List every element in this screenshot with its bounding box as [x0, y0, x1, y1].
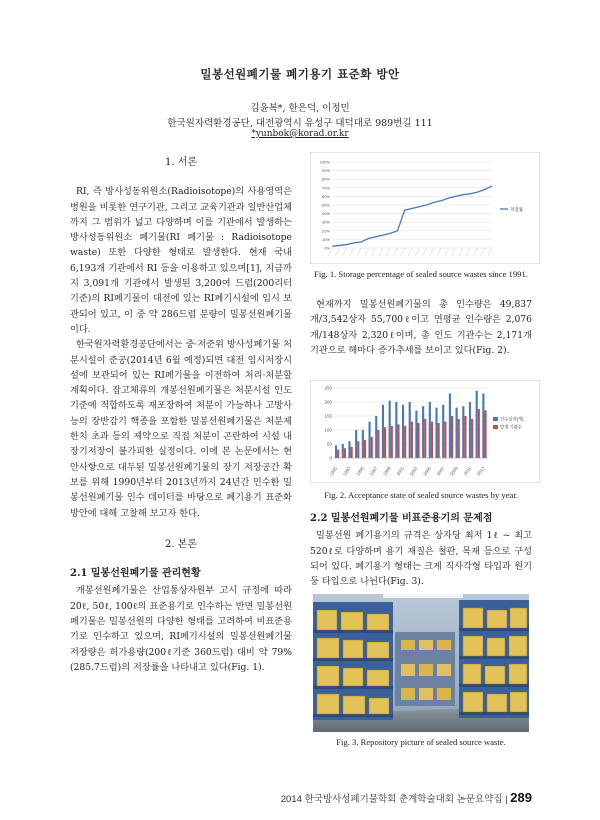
figure-2-x-tick: 1993 — [341, 465, 352, 477]
figure-1-caption: Fig. 1. Storage percentage of sealed source wastes since 1991. — [314, 269, 528, 279]
figure-1-y-tick: 70% — [321, 185, 330, 191]
email-link[interactable]: *yunbok@korad.or.kr — [251, 129, 349, 139]
figure-2-bar — [429, 402, 431, 458]
figure-2-legend-swatch — [493, 417, 498, 421]
figure-2-bar — [449, 394, 451, 458]
figure-2-bar — [471, 419, 473, 458]
figure-2-bar — [362, 430, 364, 458]
figure-2-bar — [411, 422, 413, 458]
figure-2-bar — [342, 444, 344, 458]
section-1-title: 1. 서론 — [164, 157, 198, 168]
figure-2-bar — [438, 423, 440, 458]
figure-2-bar-chart — [310, 380, 540, 483]
figure-2-bar — [469, 402, 471, 458]
figure-2-x-tick: 2007 — [435, 465, 446, 477]
figure-2-bar — [456, 408, 458, 458]
figure-1-y-tick: 30% — [321, 219, 330, 225]
figure-2-bar — [458, 419, 460, 458]
figure-2-bar — [397, 424, 399, 458]
figure-2-bar — [417, 423, 419, 458]
section-2-1-title: 2.1 밀봉선원폐기물 관리현황 — [70, 568, 201, 580]
page-footer — [281, 790, 532, 805]
figure-2-x-tick: 2009 — [449, 465, 459, 477]
body-paragraph-5: 밀봉선원 폐기용기의 규격은 상자당 최저 1ℓ ~ 최고 520ℓ로 다양하며 용기 재질은 철판, 목재 등으로 구성되어 있다. 폐기용기 형태는 크게 직사각형 타입과 원기둥 타입으로 나뉜다(Fig. 3). — [310, 530, 532, 588]
figure-2-legend-swatch — [493, 425, 498, 429]
figure-2-bar — [375, 416, 377, 458]
figure-1-y-tick: 40% — [321, 211, 330, 217]
affiliation: 한국원자력환경공단, 대전광역시 유성구 대덕대로 989번길 111 — [167, 118, 433, 129]
figure-1-legend-label: 저장률 — [510, 207, 524, 212]
figure-2-bar — [395, 402, 397, 458]
figure-2-bar — [451, 416, 453, 458]
body-paragraph-4: 현재까지 밀봉선원폐기물의 총 인수량은 49,837개/3,542상자 55,700ℓ이고 연평균 인수량은 2,076개/148상자 2,320ℓ이며, 총 인도 기관수는 2,171개 기관으로 해마다 증가추세를 보이고 있다(Fig. 2). — [310, 299, 532, 356]
body-paragraph-3: 개봉선원폐기물은 산업통상자원부 고시 규정에 따라 20ℓ, 50ℓ, 100ℓ의 표준용기로 인수하는 반면 밀봉선원폐기물은 밀봉선원의 다양한 형태를 고려하여 비표준용기로 인수하고 있으며, RI폐기시설의 밀봉선원폐기물 저장량은 허가용량(200ℓ기준 360드럼) 대비 약 79%(285.7드럼)의 저장률을 나타내고 있다(Fig. 1). — [70, 585, 292, 673]
figure-2-x-tick: 2005 — [422, 465, 432, 477]
figure-2-bar — [335, 445, 337, 458]
figure-1-y-tick: 100% — [319, 159, 330, 165]
figure-2-y-tick: 150 — [324, 413, 332, 419]
figure-2-bar — [404, 426, 406, 458]
figure-3-caption: Fig. 3. Repository picture of sealed source waste. — [336, 737, 506, 747]
figure-2-bar — [422, 406, 424, 458]
figure-2-bar — [344, 448, 346, 458]
figure-2-bar — [389, 401, 391, 458]
figure-2-x-tick: 2011 — [462, 465, 473, 477]
figure-2-bar — [464, 416, 466, 458]
figure-2-bar — [484, 410, 486, 458]
figure-1-y-tick: 0% — [324, 245, 330, 251]
figure-2-bar — [391, 426, 393, 458]
right-paragraph-4 — [310, 297, 532, 358]
figure-2-bar — [435, 408, 437, 458]
figure-3-repository-photo — [313, 594, 529, 732]
figure-2-bar — [402, 405, 404, 458]
intro-paragraph-2: 한국원자력환경공단에서는 중·저준위 방사성폐기물 처분시설이 준공(2014년 6월 예정)되면 대전 임시저장시설에 보관되어 있는 RI폐기물을 이전하여 처리·처분할 계획이다. 잡고체류의 개봉선원폐기물은 처분시설 인도기준에 적합하도록 재포장하여 처분이 가능하나 고방사능의 장반감기 핵종을 포함한 밀봉선원폐기물은 처분제한치 초과 등의 제약으로 직접 처분이 곤란하여 시설 내 장기저장이 불가피한 실정이다. 이에 본 논문에서는 현안사항으로 대두된 밀봉선원폐기물의 장기 저장공간 확보를 위해 1990년부터 2013년까지 24년간 인수한 밀봉선원폐기물 인수 데이터를 바탕으로 폐기용기 표준화 방안에 대해 고찰해 보고자 한다. — [70, 339, 292, 519]
figure-2-bar — [337, 450, 339, 458]
figure-2-legend-label: 발생 기관수 — [500, 424, 522, 430]
footer-text: 2014 한국방사성폐기물학회 춘계학술대회 논문요약집 | — [280, 794, 508, 805]
figure-2-y-tick: 0 — [329, 455, 332, 461]
figure-2-x-tick: 2013 — [475, 465, 486, 477]
figure-2-bar — [384, 427, 386, 458]
paper-title: 밀봉선원폐기물 폐기용기 표준화 방안 — [200, 67, 400, 81]
figure-2-legend-label: 인수상자(개) — [500, 416, 524, 422]
figure-2-bar — [355, 430, 357, 458]
figure-2-y-tick: 250 — [324, 385, 332, 391]
left-column — [70, 155, 292, 675]
figure-1-y-tick: 50% — [321, 202, 330, 208]
figure-2-bar — [382, 405, 384, 458]
figure-2-bar — [476, 391, 478, 458]
figure-2-bar — [431, 422, 433, 458]
figure-2-bar — [348, 441, 350, 458]
figure-1-y-tick: 90% — [321, 168, 330, 174]
section-2-title: 2. 본론 — [164, 538, 198, 550]
figure-1-y-tick: 10% — [321, 236, 330, 242]
page-number: 289 — [510, 790, 532, 805]
figure-2-caption: Fig. 2. Acceptance state of sealed source wastes by year. — [324, 490, 518, 500]
section-2-2-title: 2.2 밀봉선원폐기물 비표준용기의 문제점 — [310, 513, 493, 524]
figure-2-bar — [377, 430, 379, 458]
figure-2-bar — [415, 410, 417, 458]
figure-2-y-tick: 50 — [326, 441, 332, 447]
figure-2-bar — [351, 447, 353, 458]
figure-2-bar — [444, 422, 446, 458]
figure-2-bar — [478, 409, 480, 458]
figure-2-bar — [424, 419, 426, 458]
figure-2-x-tick: 1997 — [368, 465, 379, 477]
figure-2-x-tick: 2003 — [408, 465, 419, 477]
figure-2-x-tick: 2001 — [395, 465, 406, 477]
figure-1-line-chart — [310, 152, 540, 264]
figure-2-y-tick: 100 — [324, 427, 332, 433]
figure-2-bar — [357, 441, 359, 458]
figure-2-bar — [409, 402, 411, 458]
figure-1-y-tick: 20% — [321, 228, 330, 234]
figure-2-x-tick: 1999 — [382, 465, 392, 477]
figure-2-x-tick: 1991 — [328, 465, 339, 477]
figure-2-bar — [482, 394, 484, 458]
intro-paragraph-1: RI, 즉 방사성동위원소(Radioisotope)의 사용영역은 병원을 비롯한 연구기관, 그리고 교육기관과 일반산업체까지 그 범위가 넓고 다양하며 이를 기관에서 발생하는 방사성동위원소 폐기물(RI 폐기물 : Radioisotope waste) 또한 다양한 형태로 발생한다. 현재 국내 6,193개 기관에서 RI 등을 이용하고 있으며[1], 지금까지 3,091개 기관에서 발생된 3,200여 드럼(200리터 기준)의 RI폐기물이 대전에 있는 RI폐기시설에 임시 보관되어 있고, 이 중 약 286드럼 분량이 밀봉선원폐기물이다. — [70, 186, 292, 335]
figure-1-y-tick: 60% — [321, 193, 330, 199]
authors: 김윤복*, 한은덕, 이정민 — [250, 103, 350, 114]
figure-2-bar — [364, 440, 366, 458]
figure-2-x-tick: 1995 — [355, 465, 365, 477]
figure-2-y-tick: 200 — [324, 399, 332, 405]
figure-1-y-tick: 80% — [321, 176, 330, 182]
figure-2-bar — [462, 406, 464, 458]
figure-2-bar — [368, 422, 370, 458]
right-section-2-2 — [310, 511, 532, 589]
figure-2-bar — [442, 405, 444, 458]
figure-2-bar — [371, 437, 373, 458]
